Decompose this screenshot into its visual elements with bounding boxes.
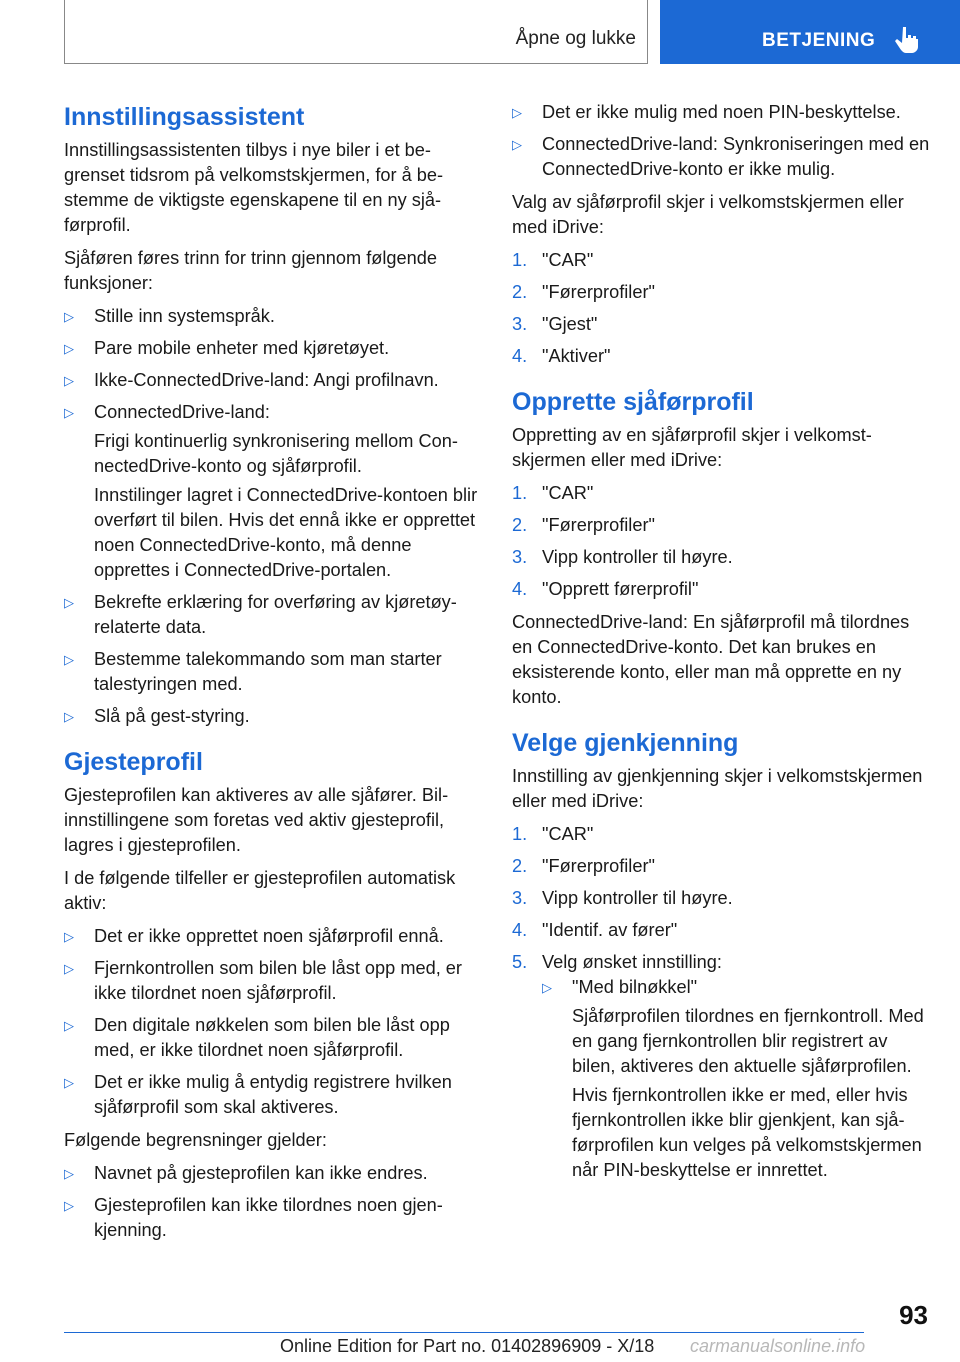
triangle-bullet-icon: ▷ bbox=[512, 137, 522, 152]
triangle-bullet-icon: ▷ bbox=[64, 405, 74, 420]
list-item: ▷ Det er ikke opprettet noen sjåførprofil ennå. bbox=[64, 924, 480, 949]
nested-bullet-list bbox=[542, 975, 932, 1183]
section-title-innstillingsassistent: Innstillingsassistent bbox=[64, 103, 305, 131]
bullet-list bbox=[64, 304, 480, 729]
bullet-list bbox=[64, 1161, 480, 1243]
paragraph: ConnectedDrive-land: En sjåførprofil må tilordnes en ConnectedDrive-konto. Det kan brukes en eksisterende konto, eller man må opprette en ny konto. bbox=[512, 612, 910, 707]
list-item: ▷ Pare mobile enheter med kjøretøyet. bbox=[64, 336, 480, 361]
right-column bbox=[512, 100, 932, 1191]
list-item: 4. "Aktiver" bbox=[512, 346, 611, 366]
numbered-list bbox=[512, 822, 932, 1183]
triangle-bullet-icon: ▷ bbox=[64, 652, 74, 667]
list-item: 3. Vipp kontroller til høyre. bbox=[512, 547, 733, 567]
triangle-bullet-icon: ▷ bbox=[64, 1075, 74, 1090]
paragraph: Sjåføren føres trinn for trinn gjennom følgende funksjoner: bbox=[64, 248, 438, 293]
header-chapter-title: BETJENING bbox=[762, 30, 876, 51]
paragraph: Følgende begrensninger gjelder: bbox=[64, 1130, 327, 1150]
list-item: 4. "Opprett førerprofil" bbox=[512, 579, 699, 599]
list-item: ▷ Bestemme talekommando som man starter talestyringen med. bbox=[64, 649, 442, 694]
list-item: ▷ Gjesteprofilen kan ikke tilordnes noen gjenkjenning. bbox=[64, 1195, 443, 1240]
page-number: 93 bbox=[899, 1300, 928, 1330]
numbered-list bbox=[512, 248, 932, 369]
left-column bbox=[64, 100, 480, 1251]
list-item: 2. "Førerprofiler" bbox=[512, 856, 655, 876]
list-item: ▷ Den digitale nøkkelen som bilen ble låst opp med, er ikke tilordnet noen sjåførprofil. bbox=[64, 1015, 450, 1060]
paragraph: Valg av sjåførprofil skjer i velkomstskjermen eller med iDrive: bbox=[512, 192, 904, 237]
triangle-bullet-icon: ▷ bbox=[64, 929, 74, 944]
triangle-bullet-icon: ▷ bbox=[64, 961, 74, 976]
triangle-bullet-icon: ▷ bbox=[64, 341, 74, 356]
section-title-opprette: Opprette sjåførprofil bbox=[512, 388, 754, 416]
header-chapter-tab bbox=[660, 0, 960, 64]
list-item: 2. "Førerprofiler" bbox=[512, 282, 655, 302]
list-item: ▷ Navnet på gjesteprofilen kan ikke endres. bbox=[64, 1161, 480, 1186]
triangle-bullet-icon: ▷ bbox=[512, 105, 522, 120]
paragraph: I de følgende tilfeller er gjesteprofilen automatisk aktiv: bbox=[64, 868, 456, 913]
paragraph: Gjesteprofilen kan aktiveres av alle sjåfører. Bilinnstillingene som foretas ved aktiv gjesteprofil, lagres i gjesteprofilen. bbox=[64, 785, 449, 855]
list-item: ▷ Bekrefte erklæring for overføring av kjøretøyrelaterte data. bbox=[64, 592, 457, 637]
list-item: 5. Velg ønsket innstilling: ▷ "Med bilnøkkel" Sjåførprofilen tilordnes en fjernkontroll. Med en gang fjernkontrollen blir registrert av bilen, aktiveres den aktuelle sjåførprofilen. Hvis fjernkontrollen ikke er med, eller hvis fjernkontrollen ikke blir gjenkjent, kan sjåførprofilen kun velges på velkomstskjermen når PIN-beskyttelse er innrettet. bbox=[512, 950, 932, 1183]
numbered-list bbox=[512, 481, 932, 602]
list-item: 4. "Identif. av fører" bbox=[512, 920, 678, 940]
list-item: 3. Vipp kontroller til høyre. bbox=[512, 888, 733, 908]
triangle-bullet-icon: ▷ bbox=[64, 373, 74, 388]
list-item-detail: Sjåførprofilen tilordnes en fjernkontroll. Med en gang fjernkontrollen blir registrert av bilen, aktiveres den aktuelle sjåførprofilen. bbox=[572, 1006, 924, 1076]
list-item: ▷ "Med bilnøkkel" Sjåførprofilen tilordnes en fjernkontroll. Med en gang fjernkontrollen blir registrert av bilen, aktiveres den aktuelle sjåførprofilen. Hvis fjernkontrollen ikke er med, eller hvis fjernkontrollen ikke blir gjenkjent, kan sjåførprofilen kun velges på velkomstskjermen når PIN-beskyttelse er innrettet. bbox=[542, 975, 932, 1183]
footer-divider bbox=[64, 1332, 864, 1333]
bullet-list bbox=[512, 100, 932, 182]
triangle-bullet-icon: ▷ bbox=[64, 595, 74, 610]
bullet-list bbox=[64, 924, 480, 1120]
list-item: ▷ Det er ikke mulig med noen PIN-beskyttelse. bbox=[512, 100, 932, 125]
watermark: carmanualsonline.info bbox=[690, 1336, 866, 1356]
footer-edition: Online Edition for Part no. 01402896909 - X/18 bbox=[280, 1336, 655, 1356]
list-item: ▷ Det er ikke mulig å entydig registrere hvilken sjåførprofil som skal aktiveres. bbox=[64, 1072, 452, 1117]
hand-pointer-icon bbox=[892, 24, 922, 54]
paragraph: Oppretting av en sjåførprofil skjer i velkomstskjermen eller med iDrive: bbox=[512, 425, 872, 470]
section-title-velge-gjenkjenning: Velge gjenkjenning bbox=[512, 729, 739, 757]
list-item: 1. "CAR" bbox=[512, 824, 594, 844]
list-item-detail: Frigi kontinuerlig synkronisering mellom ConnectedDrive-konto og sjåførprofil. bbox=[94, 431, 458, 476]
list-item: 3. "Gjest" bbox=[512, 314, 598, 334]
list-item: 1. "CAR" bbox=[512, 483, 594, 503]
list-item-detail: Innstilinger lagret i ConnectedDrive-kontoen blir overført til bilen. Hvis det ennå ikke er opprettet noen ConnectedDrive-konto, må denne opprettes i ConnectedDrive-portalen. bbox=[94, 485, 478, 580]
triangle-bullet-icon: ▷ bbox=[64, 1198, 74, 1213]
triangle-bullet-icon: ▷ bbox=[542, 980, 552, 995]
list-item: ▷ ConnectedDrive-land: Synkroniseringen med en ConnectedDrive-konto er ikke mulig. bbox=[512, 134, 930, 179]
list-item: ▷ Slå på gest-styring. bbox=[64, 704, 480, 729]
paragraph: Innstillingsassistenten tilbys i nye biler i et begrenset tidsrom på velkomstskjermen, for å bestemme de viktigste egenskapene til en ny sjåførprofil. bbox=[64, 140, 444, 235]
list-item: 1. "CAR" bbox=[512, 250, 594, 270]
triangle-bullet-icon: ▷ bbox=[64, 309, 74, 324]
header-section-title: Åpne og lukke bbox=[515, 28, 636, 49]
list-item: ▷ Ikke-ConnectedDrive-land: Angi profilnavn. bbox=[64, 368, 480, 393]
section-title-gjesteprofil: Gjesteprofil bbox=[64, 748, 203, 776]
triangle-bullet-icon: ▷ bbox=[64, 1018, 74, 1033]
list-item: 2. "Førerprofiler" bbox=[512, 515, 655, 535]
list-item: ▷ ConnectedDrive-land: Frigi kontinuerlig synkronisering mellom ConnectedDrive-konto og sjåførprofil. Innstilinger lagret i ConnectedDrive-kontoen blir overført til bilen. Hvis det ennå ikke er opprettet noen ConnectedDrive-konto, må denne opprettes i ConnectedDrive-portalen. bbox=[64, 400, 480, 583]
paragraph: Innstilling av gjenkjenning skjer i velkomstskjermen eller med iDrive: bbox=[512, 766, 923, 811]
triangle-bullet-icon: ▷ bbox=[64, 709, 74, 724]
list-item-detail: Hvis fjernkontrollen ikke er med, eller hvis fjernkontrollen ikke blir gjenkjent, kan sjåførprofilen kun velges på velkomstskjermen når PIN-beskyttelse er innrettet. bbox=[572, 1085, 922, 1180]
list-item: ▷ Stille inn systemspråk. bbox=[64, 304, 480, 329]
list-item: ▷ Fjernkontrollen som bilen ble låst opp med, er ikke tilordnet noen sjåførprofil. bbox=[64, 958, 462, 1003]
triangle-bullet-icon: ▷ bbox=[64, 1166, 74, 1181]
